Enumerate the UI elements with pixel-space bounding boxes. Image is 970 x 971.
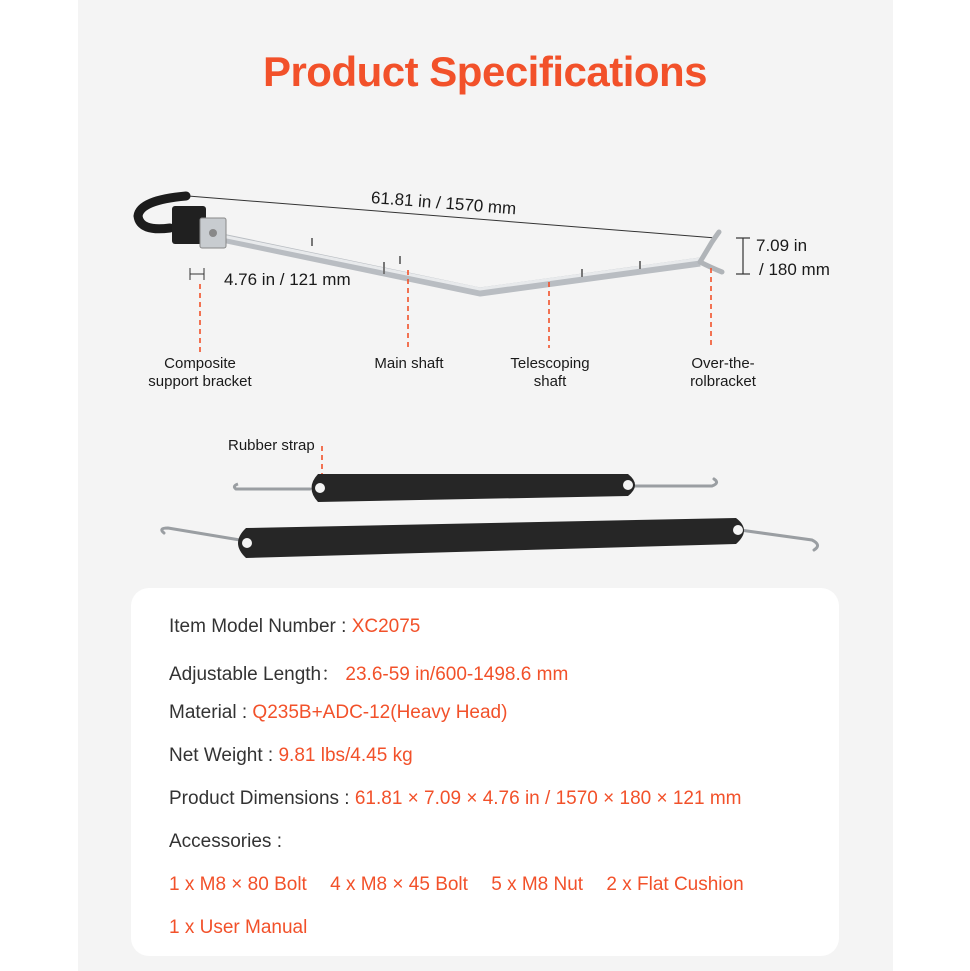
label-over-roll-bracket: Over-the- rolbracket [690, 355, 756, 390]
label-telescoping-shaft: Telescoping shaft [510, 355, 590, 390]
spec-material-label: Material : [169, 702, 248, 723]
spec-model-value: XC2075 [351, 616, 421, 637]
spec-accessories-label: Accessories : [169, 831, 282, 852]
length-dimension: 61.81 in / 1570 mm [370, 187, 517, 219]
spec-length-label: Adjustable Length： [169, 664, 341, 685]
spec-weight-label: Net Weight : [169, 745, 274, 766]
spec-model [169, 616, 420, 638]
accessory-item: 1 x User Manual [169, 917, 308, 938]
accessory-item: 4 x M8 × 45 Bolt [330, 874, 468, 895]
page-title: Product Specifications [262, 48, 708, 95]
spec-accessories-line2 [169, 917, 325, 939]
spec-dimensions-value: 61.81 × 7.09 × 4.76 in / 1570 × 180 × 121 mm [354, 788, 742, 809]
spec-accessories-list [169, 874, 762, 896]
spec-length-value: 23.6-59 in/600-1498.6 mm [345, 664, 569, 685]
label-composite-bracket: Composite support bracket [148, 355, 252, 390]
spec-dimensions-label: Product Dimensions : [169, 788, 350, 809]
spec-material [169, 702, 507, 724]
width-dimension: 4.76 in / 121 mm [224, 270, 351, 289]
label-main-shaft: Main shaft [374, 355, 444, 372]
rubber-strap-long [162, 518, 818, 558]
specs-card [131, 588, 839, 956]
spec-model-label: Item Model Number : [169, 616, 347, 637]
spec-weight [169, 745, 413, 767]
rubber-strap-short [234, 474, 716, 502]
spec-weight-value: 9.81 lbs/4.45 kg [278, 745, 413, 766]
spec-length [169, 659, 568, 686]
label-rubber-strap: Rubber strap [228, 437, 315, 454]
accessory-item: 1 x M8 × 80 Bolt [169, 874, 307, 895]
accessory-item: 2 x Flat Cushion [606, 874, 744, 895]
accessory-item: 5 x M8 Nut [491, 874, 584, 895]
spec-dimensions [169, 788, 741, 810]
height-dimension-line1: 7.09 in [756, 236, 808, 255]
height-dimension-line2: / 180 mm [759, 260, 830, 279]
spec-material-value: Q235B+ADC-12(Heavy Head) [252, 702, 508, 723]
